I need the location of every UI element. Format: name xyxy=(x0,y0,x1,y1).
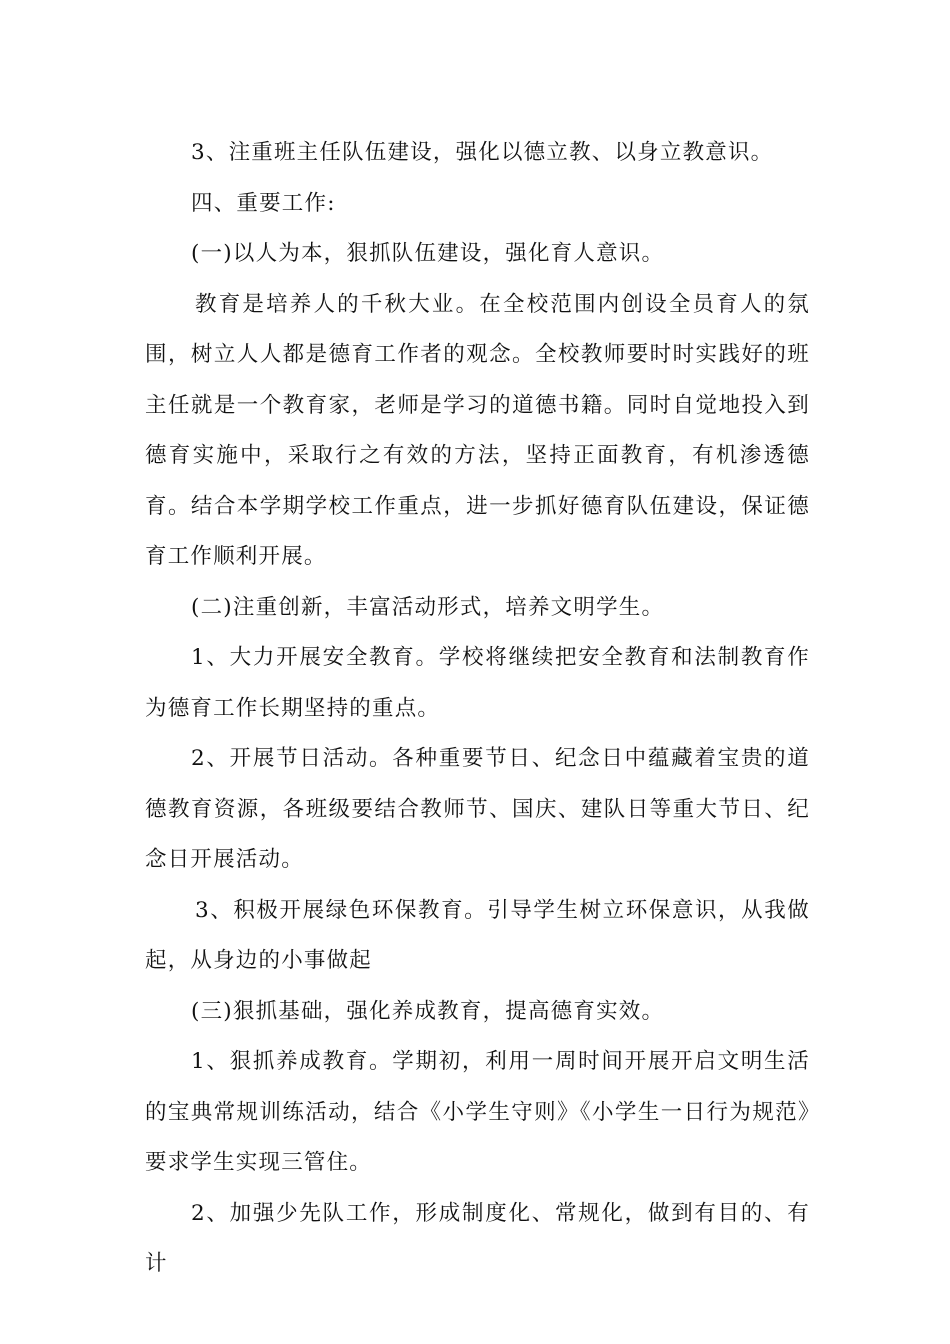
paragraph-young-pioneers: 2、加强少先队工作，形成制度化、常规化，做到有目的、有计 xyxy=(145,1200,810,1276)
paragraph-safety-education: 1、大力开展安全教育。学校将继续把安全教育和法制教育作为德育工作长期坚持的重点。 xyxy=(145,645,810,721)
paragraph-environmental-education: 3、积极开展绿色环保教育。引导学生树立环保意识，从我做起，从身边的小事做起 xyxy=(145,897,810,973)
heading-section-1: (一)以人为本，狠抓队伍建设，强化育人意识。 xyxy=(191,241,665,266)
document-body xyxy=(145,128,810,1290)
paragraph-class-teacher-team: 3、注重班主任队伍建设，强化以德立教、以身立教意识。 xyxy=(191,140,774,165)
heading-section-3: (三)狠抓基础，强化养成教育，提高德育实效。 xyxy=(191,998,665,1024)
paragraph-habit-education: 1、狠抓养成教育。学期初，利用一周时间开展开启文明生活的宝典常规训练活动，结合《小学生守则》《小学生一日行为规范》要求学生实现三管住。 xyxy=(145,1049,810,1175)
paragraph-festival-activities: 2、开展节日活动。各种重要节日、纪念日中蕴藏着宝贵的道德教育资源，各班级要结合教师节、国庆、建队日等重大节日、纪念日开展活动。 xyxy=(145,746,810,872)
heading-key-work: 四、重要工作: xyxy=(191,190,336,216)
paragraph-education: 教育是培养人的千秋大业。在全校范围内创设全员育人的氛围，树立人人都是德育工作者的观念。全校教师要时时实践好的班主任就是一个教育家，老师是学习的道德书籍。同时自觉地投入到德育实施中，采取行之有效的方法，坚持正面教育，有机渗透德育。结合本学期学校工作重点，进一步抓好德育队伍建设，保证德育工作顺利开展。 xyxy=(145,291,810,569)
heading-section-2: (二)注重创新，丰富活动形式，培养文明学生。 xyxy=(191,594,665,620)
